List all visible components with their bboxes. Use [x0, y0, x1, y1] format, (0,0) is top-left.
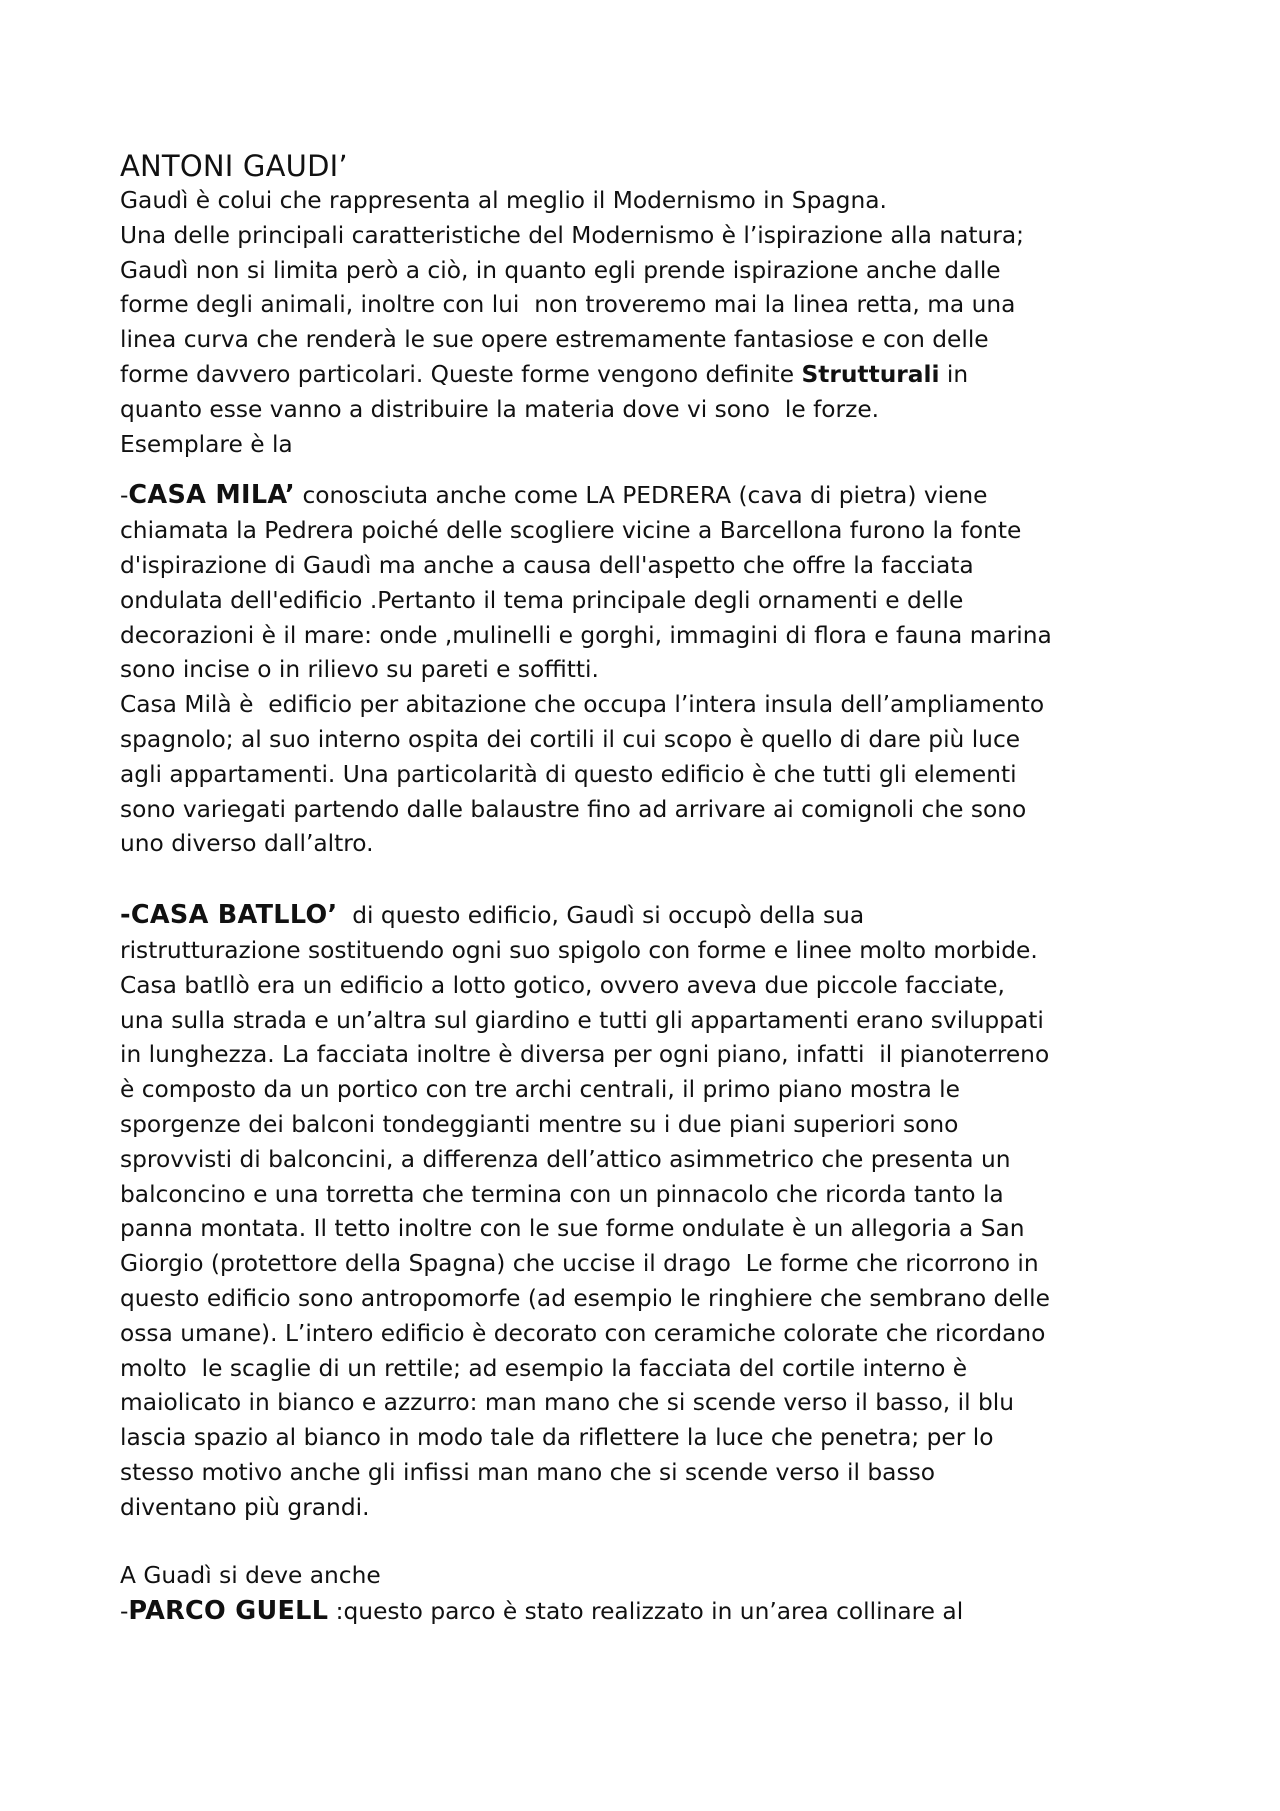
casa-mila-line: ondulata dell'edificio .Pertanto il tema principale degli ornamenti e delle [120, 586, 964, 614]
intro-line-2: Una delle principali caratteristiche del Modernismo è l’ispirazione alla natura; [120, 221, 1024, 249]
strutturali-term: Strutturali [801, 360, 940, 388]
casa-batllo-line: sporgenze dei balconi tondeggianti mentre su i due piani superiori sono [120, 1110, 959, 1138]
parco-guell-first-line-text: :questo parco è stato realizzato in un’area collinare al [328, 1598, 964, 1626]
intro-line-6-tail: in [939, 360, 969, 388]
casa-batllo-line: in lunghezza. La facciata inoltre è diversa per ogni piano, infatti il pianoterreno [120, 1041, 1050, 1069]
casa-batllo-line: una sulla strada e un’altra sul giardino e tutti gli appartamenti erano sviluppati [120, 1006, 1044, 1034]
casa-mila-line: spagnolo; al suo interno ospita dei cortili il cui scopo è quello di dare più luce [120, 725, 1021, 753]
parco-guell-heading: PARCO GUELL [128, 1596, 329, 1627]
parco-guell-intro: A Guadì si deve anche [120, 1562, 381, 1590]
casa-mila-line: chiamata la Pedrera poiché delle scogliere vicine a Barcellona furono la fonte [120, 517, 1022, 545]
casa-batllo-line: diventano più grandi. [120, 1493, 370, 1521]
casa-batllo-line: panna montata. Il tetto inoltre con le sue forme ondulate è un allegoria a San [120, 1215, 1025, 1243]
casa-mila-line: uno diverso dall’altro. [120, 830, 374, 858]
casa-mila-heading: CASA MILA’ [128, 480, 296, 511]
casa-mila-first-line-text: conosciuta anche come LA PEDRERA (cava di pietra) viene [295, 482, 988, 510]
casa-mila-section [120, 478, 1180, 862]
casa-mila-line: sono incise o in rilievo su pareti e soffitti. [120, 656, 599, 684]
casa-batllo-line: questo edificio sono antropomorfe (ad esempio le ringhiere che sembrano delle [120, 1284, 1050, 1312]
intro-line-6 [120, 358, 1180, 393]
casa-mila-line: decorazioni è il mare: onde ,mulinelli e gorghi, immagini di flora e fauna marina [120, 621, 1052, 649]
parco-guell-section [120, 1559, 1180, 1630]
casa-batllo-first-line [120, 898, 1180, 934]
casa-batllo-line: è composto da un portico con tre archi centrali, il primo piano mostra le [120, 1076, 960, 1104]
casa-batllo-line: Giorgio (protettore della Spagna) che uccise il drago Le forme che ricorrono in [120, 1250, 1039, 1278]
casa-mila-first-line [120, 478, 1180, 514]
casa-mila-dash: - [120, 482, 129, 510]
casa-batllo-line: molto le scaglie di un rettile; ad esempio la facciata del cortile interno è [120, 1354, 968, 1382]
intro-line-3: Gaudì non si limita però a ciò, in quanto egli prende ispirazione anche dalle [120, 256, 1001, 284]
casa-batllo-line: ossa umane). L’intero edificio è decorato con ceramiche colorate che ricordano [120, 1319, 1046, 1347]
casa-mila-line: sono variegati partendo dalle balaustre fino ad arrivare ai comignoli che sono [120, 795, 1027, 823]
casa-mila-line: agli appartamenti. Una particolarità di questo edificio è che tutti gli elementi [120, 760, 1017, 788]
intro-line-5: linea curva che renderà le sue opere estremamente fantasiose e con delle [120, 326, 989, 354]
intro-line-7: quanto esse vanno a distribuire la materia dove vi sono le forze. [120, 395, 880, 423]
casa-mila-line: Casa Milà è edificio per abitazione che occupa l’intera insula dell’ampliamento [120, 691, 1045, 719]
parco-guell-dash: - [120, 1598, 129, 1626]
casa-batllo-line: stesso motivo anche gli infissi man mano che si scende verso il basso [120, 1458, 935, 1486]
casa-batllo-line: lascia spazio al bianco in modo tale da riflettere la luce che penetra; per lo [120, 1424, 994, 1452]
casa-mila-line: d'ispirazione di Gaudì ma anche a causa dell'aspetto che offre la facciata [120, 551, 974, 579]
intro-line-4: forme degli animali, inoltre con lui non troveremo mai la linea retta, ma una [120, 291, 1016, 319]
document-title: ANTONI GAUDI’ [120, 149, 348, 183]
casa-batllo-first-line-text: di questo edificio, Gaudì si occupò della sua [337, 902, 865, 930]
casa-batllo-line: sprovvisti di balconcini, a differenza dell’attico asimmetrico che presenta un [120, 1145, 1011, 1173]
intro-paragraph [120, 184, 1180, 462]
document-page [120, 148, 1180, 1630]
intro-line-1: Gaudì è colui che rappresenta al meglio il Modernismo in Spagna. [120, 187, 887, 214]
parco-guell-first-line [120, 1594, 1180, 1630]
casa-batllo-line: Casa batllò era un edificio a lotto gotico, ovvero aveva due piccole facciate, [120, 971, 1005, 999]
casa-batllo-line: maiolicato in bianco e azzurro: man mano che si scende verso il basso, il blu [120, 1389, 1014, 1417]
casa-batllo-heading: -CASA BATLLO’ [120, 900, 338, 931]
casa-batllo-line: balconcino e una torretta che termina con un pinnacolo che ricorda tanto la [120, 1180, 1004, 1208]
intro-line-8: Esemplare è la [120, 430, 293, 458]
casa-batllo-line: ristrutturazione sostituendo ogni suo spigolo con forme e linee molto morbide. [120, 936, 1038, 964]
intro-line-6-text: forme davvero particolari. Queste forme vengono definite [120, 360, 802, 388]
casa-batllo-section [120, 898, 1180, 1525]
